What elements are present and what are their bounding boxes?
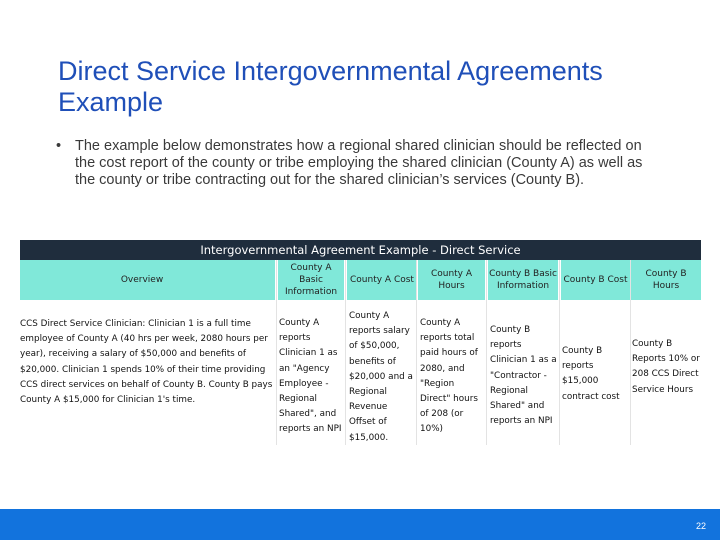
header-county-a-cost: County A Cost bbox=[350, 275, 414, 285]
cell-county-b-hours: County B Reports 10% or 208 CCS Direct Service Hours bbox=[632, 339, 700, 395]
column-divider bbox=[416, 260, 417, 445]
slide-title bbox=[58, 56, 698, 118]
header-county-a-basic: County A Basic Information bbox=[284, 263, 338, 297]
cell-county-a-hours: County A reports total paid hours of 2080, and "Region Direct" hours of 208 (or 10%) bbox=[420, 318, 478, 435]
cell-overview: CCS Direct Service Clinician: Clinician 1 is a full time employee of County A (40 hrs per week, 2080 hours per year), receiving a salary of $50,000 and benefits of $20,000. Clinician 1 spends 10% of their time providing CCS direct services on behalf of County B. County B pays County A $15,000 for Clinician 1's time. bbox=[20, 319, 273, 406]
cell-county-b-basic: County B reports Clinician 1 as a "Contractor - Regional Shared" and reports an NPI bbox=[490, 325, 557, 427]
header-county-b-basic: County B Basic Information bbox=[489, 269, 557, 291]
column-divider bbox=[630, 260, 631, 445]
page-number: 22 bbox=[695, 521, 706, 531]
header-county-a-hours: County A Hours bbox=[430, 269, 473, 291]
cell-county-b-cost: County B reports $15,000 contract cost bbox=[562, 346, 620, 402]
column-divider bbox=[559, 260, 560, 445]
column-divider bbox=[486, 260, 487, 445]
header-county-b-hours: County B Hours bbox=[645, 269, 687, 291]
table-caption: Intergovernmental Agreement Example - Direct Service bbox=[20, 240, 701, 260]
cell-county-a-cost: County A reports salary of $50,000, benefits of $20,000 and a Regional Revenue Offset of $15,000. bbox=[349, 311, 413, 443]
agreement-table bbox=[20, 240, 701, 445]
footer-bar bbox=[0, 509, 720, 540]
header-overview: Overview bbox=[120, 275, 164, 285]
column-divider bbox=[276, 260, 277, 445]
cell-county-a-basic: County A reports Clinician 1 as an "Agency Employee - Regional Shared", and reports an NPI bbox=[279, 318, 342, 435]
bullet-mark: • bbox=[56, 138, 62, 154]
bullet-text: The example below demonstrates how a regional shared clinician should be reflected on the cost report of the county or tribe employing the shared clinician (County A) as well as the county or tribe contracting out for the shared clinician’s services (County B). bbox=[75, 138, 643, 188]
header-county-b-cost: County B Cost bbox=[563, 275, 628, 285]
slide-title-line1: Direct Service Intergovernmental Agreements bbox=[58, 56, 603, 86]
column-divider bbox=[345, 260, 346, 445]
slide-title-line2: Example bbox=[58, 87, 164, 117]
